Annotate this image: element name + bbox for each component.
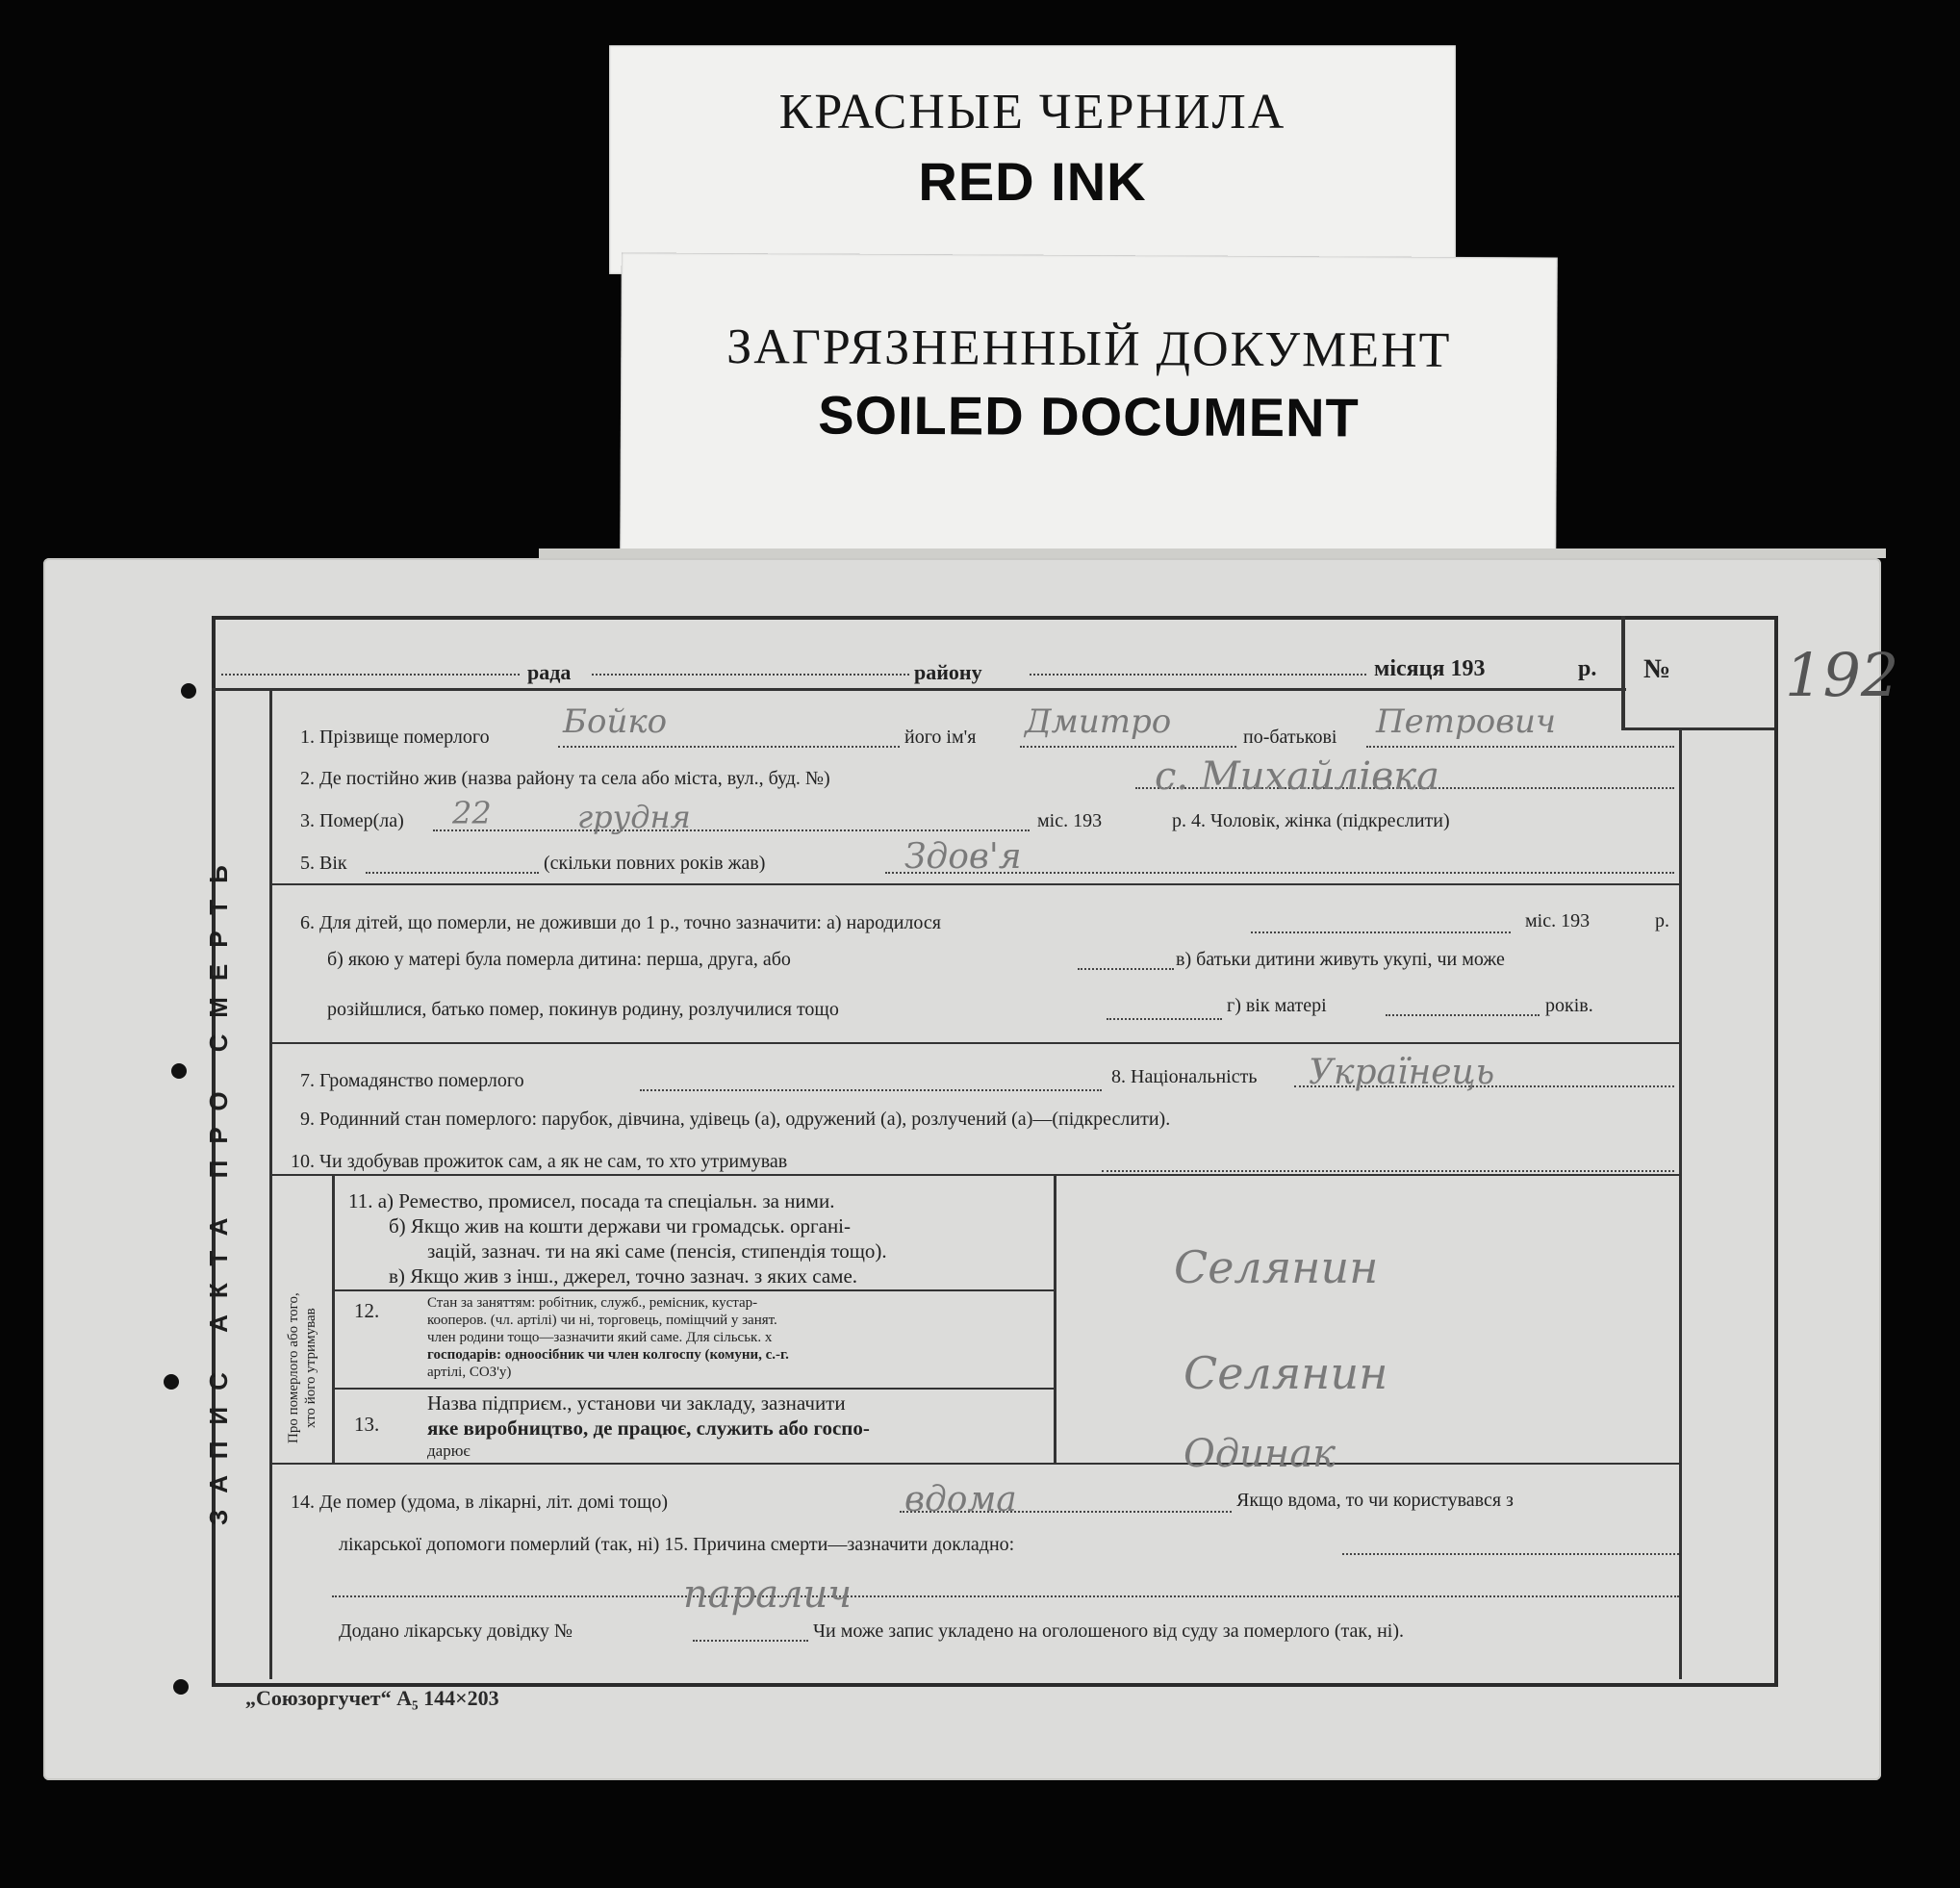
block-divider xyxy=(332,1176,335,1463)
name-blank xyxy=(1020,746,1236,748)
punch-hole xyxy=(173,1679,189,1695)
soiled-ru: ЗАГРЯЗНЕННЫЙ ДОКУМЕНТ xyxy=(726,319,1452,378)
line-11d: в) Якщо жив з інш., джерел, точно зазнач. з яких саме. xyxy=(389,1264,858,1288)
side-label-line: хто його утримував xyxy=(303,1308,318,1428)
line-11c: зацій, зазнач. ти на які саме (пенсія, стипендія тощо). xyxy=(427,1239,887,1263)
rada-blank xyxy=(221,674,520,676)
cause-blank xyxy=(1342,1553,1679,1555)
handwriting-workplace: Одинак xyxy=(1184,1432,1336,1476)
line-12a: Стан за заняттям: робітник, служб., ремісник, кустар- xyxy=(427,1295,758,1311)
line-5-age-note: (скільки повних років жав) xyxy=(544,853,766,874)
parents-blank xyxy=(1107,1018,1222,1020)
handwriting-name: Дмитро xyxy=(1025,702,1172,741)
line-13-number: 13. xyxy=(354,1413,380,1436)
line-13b: яке виробництво, де працює, служить або госпо- xyxy=(427,1416,870,1440)
cause-blank-2 xyxy=(332,1595,1679,1597)
handwriting-residence: с. Михайлівка xyxy=(1155,754,1439,799)
line-6a: 6. Для дітей, що померли, не доживши до 1 р., точно зазначити: а) народилося xyxy=(300,912,941,933)
handwriting-day: 22 xyxy=(452,795,492,831)
line-3-sex: р. 4. Чоловік, жінка (підкреслити) xyxy=(1172,810,1450,831)
title-column-divider xyxy=(269,691,272,1679)
punch-hole xyxy=(164,1374,179,1390)
line-1-surname: 1. Прізвище померлого xyxy=(300,727,490,748)
line-3-died: 3. Помер(ла) xyxy=(300,810,404,831)
line-15-cause: лікарської допомоги померлий (так, ні) 15. Причина смерти—зазначити докладно: xyxy=(339,1534,1015,1555)
age-blank xyxy=(366,872,539,874)
side-label-line: Про померлого або того, xyxy=(286,1292,301,1443)
mother-age-blank xyxy=(1386,1014,1540,1016)
row-divider xyxy=(272,883,1679,885)
red-ink-ru: КРАСНЫЕ ЧЕРНИЛА xyxy=(778,85,1286,140)
form-footer: „Союзоргучет“ А₅ 144×203 xyxy=(245,1686,499,1710)
line-1-name: його ім'я xyxy=(904,727,977,748)
line-13c: дарює xyxy=(427,1442,471,1460)
punch-hole xyxy=(181,683,196,699)
surname-blank xyxy=(558,746,900,748)
line-12c: член родини тощо—зазначити який саме. Для сільськ. х xyxy=(427,1330,773,1345)
born-blank xyxy=(1251,931,1511,933)
block-row-divider xyxy=(335,1289,1054,1291)
line-3-month: міс. 193 xyxy=(1037,810,1103,831)
margin-number: 192 xyxy=(1785,640,1899,710)
soiled-en: SOILED DOCUMENT xyxy=(818,384,1360,448)
line-10-livelihood: 10. Чи здобував прожиток сам, а як не сам, то хто утримував xyxy=(291,1151,788,1172)
line-6-r: р. xyxy=(1655,910,1669,931)
line-11b: б) Якщо жив на кошти держави чи громадськ. органі- xyxy=(389,1214,852,1237)
line-12b: кооперов. (чл. артілі) чи ні, торговець, поміщчий у занят. xyxy=(427,1313,777,1328)
handwriting-cause: паралич xyxy=(683,1572,853,1617)
header-year-suffix: р. xyxy=(1578,656,1597,681)
line-14-home: Якщо вдома, то чи користувався з xyxy=(1236,1490,1514,1511)
form-title-vertical: ЗАПИС АКТА ПРО СМЕРТЬ xyxy=(204,849,233,1525)
livelihood-blank xyxy=(1102,1170,1674,1172)
line-14-place: 14. Де помер (удома, в лікарні, літ. домі тощо) xyxy=(291,1492,669,1513)
line-13a: Назва підприєм., установи чи закладу, зазначити xyxy=(427,1391,846,1415)
row-divider xyxy=(272,1042,1679,1044)
line-12d: господарів: одноосібник чи член колгоспу (комуни, с.-г. xyxy=(427,1347,789,1363)
handwriting-occupation: Селянин xyxy=(1174,1241,1379,1293)
line-8-nationality: 8. Національність xyxy=(1111,1066,1258,1087)
line-6e: г) вік матері xyxy=(1227,995,1327,1016)
handwriting-status: Селянин xyxy=(1184,1347,1388,1399)
handwriting-patronymic: Петрович xyxy=(1376,702,1557,741)
block-row-divider xyxy=(335,1388,1054,1390)
line-1-patronymic: по-батькові xyxy=(1243,727,1337,748)
line-6f: років. xyxy=(1545,995,1593,1016)
line-12-number: 12. xyxy=(354,1299,380,1322)
handwriting-age: Здов'я xyxy=(904,837,1022,877)
citizenship-blank xyxy=(640,1089,1102,1091)
line-2-residence: 2. Де постійно жив (назва району та села або міста, вул., буд. №) xyxy=(300,768,830,789)
red-ink-en: RED INK xyxy=(918,151,1147,212)
side-label xyxy=(285,1292,319,1443)
line-9-marital: 9. Родинний стан померлого: парубок, дівчина, удівець (а), одружений (а), розлучений (а)—(підкреслити). xyxy=(300,1109,1171,1130)
punch-hole xyxy=(171,1063,187,1079)
died-blank xyxy=(433,829,1030,831)
header-rada: рада xyxy=(527,660,572,684)
line-6c: в) батьки дитини живуть укупі, чи може xyxy=(1176,949,1505,970)
certificate-blank xyxy=(693,1640,808,1642)
red-ink-tag xyxy=(609,45,1456,274)
header-number-label: № xyxy=(1643,654,1671,684)
line-6-month: міс. 193 xyxy=(1525,910,1591,931)
header-divider xyxy=(212,688,1626,691)
block-divider xyxy=(1054,1176,1056,1463)
line-16-certificate: Додано лікарську довідку № xyxy=(339,1620,573,1642)
number-box-divider xyxy=(1621,616,1625,729)
handwriting-nationality: Українець xyxy=(1309,1053,1495,1092)
raion-blank xyxy=(592,674,909,676)
line-16-court: Чи може запис укладено на оголошеного від суду за померлого (так, ні). xyxy=(813,1620,1405,1642)
line-12e: артілі, СОЗ'у) xyxy=(427,1365,512,1380)
number-box-bottom xyxy=(1621,727,1774,730)
line-5-age: 5. Вік xyxy=(300,853,347,874)
line-11a: 11. а) Ремество, промисел, посада та спеціальн. за ними. xyxy=(348,1189,835,1212)
line-7-citizenship: 7. Громадянство померлого xyxy=(300,1070,524,1091)
header-month: місяця 193 xyxy=(1374,656,1486,681)
handwriting-month: грудня xyxy=(577,799,691,835)
patronymic-blank xyxy=(1366,746,1674,748)
row-divider xyxy=(272,1463,1679,1465)
child-order-blank xyxy=(1078,968,1174,970)
soiled-document-tag xyxy=(620,252,1558,560)
handwriting-surname: Бойко xyxy=(563,702,668,741)
card-back-edge xyxy=(539,549,1886,558)
header-raionu: району xyxy=(914,660,982,684)
line-6d: розійшлися, батько помер, покинув родину, розлучилися тощо xyxy=(327,999,839,1020)
inner-right-border xyxy=(1679,729,1682,1679)
date-blank xyxy=(1030,674,1366,676)
handwriting-place: вдома xyxy=(904,1480,1017,1519)
row-divider xyxy=(272,1174,1679,1176)
line-6b: б) якою у матері була померла дитина: перша, друга, або xyxy=(327,949,791,970)
